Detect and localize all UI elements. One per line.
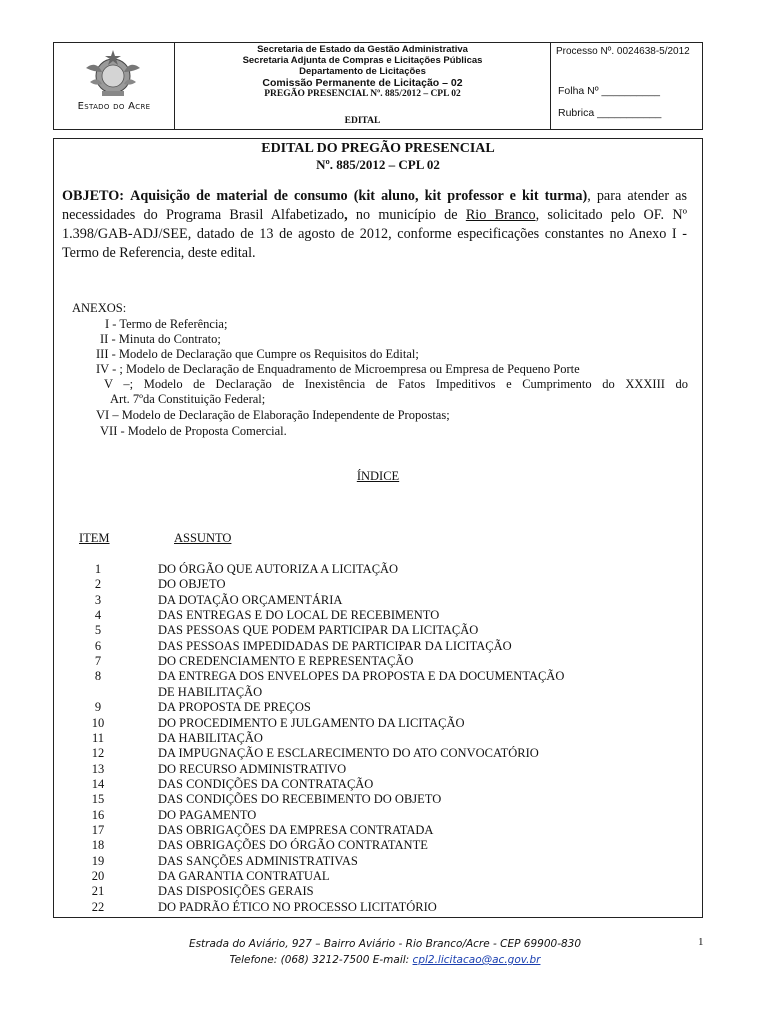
doc-number: Nº. 885/2012 – CPL 02 — [316, 157, 440, 172]
header-edital: EDITAL — [344, 116, 381, 126]
item-subject: DAS DISPOSIÇÕES GERAIS — [158, 884, 314, 899]
item-number: 4 — [94, 608, 102, 623]
anexo-item: VI – Modelo de Declaração de Elaboração Independente de Propostas; — [96, 408, 450, 422]
item-subject: DAS CONDIÇÕES DA CONTRATAÇÃO — [158, 776, 374, 791]
rubrica-field: Rubrica ___________ — [558, 107, 662, 119]
item-subject: DAS CONDIÇÕES DO RECEBIMENTO DO OBJETO — [158, 792, 442, 807]
objeto-text-b: no município de — [347, 207, 466, 223]
anexos-heading: ANEXOS: — [72, 301, 127, 315]
footer-phone: Telefone: (068) 3212-7500 E-mail: — [229, 954, 410, 966]
item-subject: DA ENTREGA DOS ENVELOPES DA PROPOSTA E DA DOCUMENTAÇÃO — [158, 669, 565, 684]
item-number: 13 — [91, 761, 105, 776]
anexo-item: I - Termo de Referência; — [105, 317, 228, 331]
doc-title: EDITAL DO PREGÃO PRESENCIAL — [261, 141, 495, 156]
item-subject: DO RECURSO ADMINISTRATIVO — [158, 761, 347, 776]
item-number: 2 — [94, 577, 102, 592]
anexo-item-cont: Art. 7ºda Constituição Federal; — [110, 392, 266, 406]
header-center — [176, 44, 549, 100]
item-number: 12 — [91, 746, 105, 761]
item-subject: DO CREDENCIAMENTO E REPRESENTAÇÃO — [158, 654, 414, 669]
item-number: 19 — [91, 853, 105, 868]
item-subject: DAS OBRIGAÇÕES DO ÓRGÃO CONTRATANTE — [158, 838, 428, 853]
header-pregao: PREGÃO PRESENCIAL Nº. 885/2012 – CPL 02 — [264, 89, 461, 99]
item-subject: DO PROCEDIMENTO E JULGAMENTO DA LICITAÇÃO — [158, 715, 465, 730]
anexo-item: V –; Modelo de Declaração de Inexistência de Fatos Impeditivos e Cumprimento do XXXIII do — [104, 377, 688, 391]
item-number: 3 — [94, 592, 102, 607]
item-number: 9 — [94, 700, 102, 715]
objeto-paragraph: OBJETO: Aquisição de material de consumo (kit aluno, kit professor e kit turma), para atender as necessidades do Programa Brasil Alfabetizado, no município de Rio Branco, solicitado pelo OF. Nº 1.398/GAB-ADJ/SEE, datado de 13 de agosto de 2012, conforme especificações constantes no Anexo I - Termo de Referencia, deste edital. — [62, 188, 687, 261]
footer-address: Estrada do Aviário, 927 – Bairro Aviário - Rio Branco/Acre - CEP 69900-830 — [188, 938, 582, 950]
objeto-label: OBJETO: — [62, 188, 125, 204]
item-subject: DO OBJETO — [158, 577, 226, 592]
item-number: 16 — [91, 807, 105, 822]
item-subject: DO ÓRGÃO QUE AUTORIZA A LICITAÇÃO — [158, 562, 399, 576]
item-number: 8 — [94, 669, 102, 684]
item-number: 10 — [91, 715, 105, 730]
folha-field: Folha Nº __________ — [558, 85, 660, 97]
item-subject: DA PROPOSTA DE PREÇOS — [158, 700, 311, 715]
objeto-text-a: , para atender as necessidades do Programa Brasil Alfabetizado — [62, 188, 687, 223]
assunto-column-header: ASSUNTO — [174, 531, 232, 545]
item-subject: DA GARANTIA CONTRATUAL — [158, 869, 330, 883]
item-number: 22 — [91, 899, 105, 914]
item-subject: DAS OBRIGAÇÕES DA EMPRESA CONTRATADA — [158, 822, 434, 837]
header-departamento: Departamento de Licitações — [299, 66, 426, 77]
item-subject: DAS PESSOAS IMPEDIDADAS DE PARTICIPAR DA LICITAÇÃO — [158, 638, 512, 653]
item-number: 1 — [94, 562, 102, 576]
item-number: 6 — [94, 638, 102, 653]
item-number: 7 — [94, 654, 102, 669]
indice-title: ÍNDICE — [356, 469, 400, 483]
item-subject: DAS SANÇÕES ADMINISTRATIVAS — [158, 853, 358, 868]
footer — [100, 936, 670, 968]
anexo-item: II - Minuta do Contrato; — [100, 332, 221, 346]
header-adjunta: Secretaria Adjunta de Compras e Licitações Públicas — [242, 55, 483, 66]
item-number: 11 — [91, 730, 105, 745]
item-subject: DA HABILITAÇÃO — [158, 730, 263, 745]
item-subject: DA DOTAÇÃO ORÇAMENTÁRIA — [158, 592, 343, 607]
item-number: 17 — [91, 822, 105, 837]
item-number: 20 — [91, 869, 105, 883]
item-number: 21 — [91, 884, 105, 899]
objeto-city: Rio Branco — [465, 207, 536, 223]
objeto-bold: Aquisição de material de consumo (kit aluno, kit professor e kit turma) — [130, 188, 588, 204]
footer-email-link[interactable]: cpl2.licitacao@ac.gov.br — [412, 954, 541, 966]
anexo-item: III - Modelo de Declaração que Cumpre os Requisitos do Edital; — [96, 347, 419, 361]
header-secretaria: Secretaria de Estado da Gestão Administrativa — [257, 44, 468, 55]
footer-contact — [100, 952, 670, 968]
anexo-item: VII - Modelo de Proposta Comercial. — [100, 424, 287, 438]
item-number: 5 — [94, 623, 102, 638]
page-number: 1 — [698, 936, 704, 948]
item-subject: DAS PESSOAS QUE PODEM PARTICIPAR DA LICITAÇÃO — [158, 623, 479, 638]
item-number: 14 — [91, 776, 105, 791]
state-seal-icon — [82, 46, 144, 98]
objeto-text-c: , solicitado pelo OF. Nº 1.398/GAB-ADJ/SEE, datado de 13 de agosto de 2012, conforme especificações constantes no Anexo I - Termo de Referencia, deste edital. — [62, 207, 687, 261]
anexo-item: IV - ; Modelo de Declaração de Enquadramento de Microempresa ou Empresa de Pequeno Porte — [96, 362, 580, 376]
state-label: Estado do Acre — [77, 101, 151, 112]
item-subject: DAS ENTREGAS E DO LOCAL DE RECEBIMENTO — [158, 608, 440, 623]
header-comissao: Comissão Permanente de Licitação – 02 — [262, 77, 463, 89]
item-column-header: ITEM — [79, 531, 110, 545]
item-number: 18 — [91, 838, 105, 853]
item-subject: DA IMPUGNAÇÃO E ESCLARECIMENTO DO ATO CONVOCATÓRIO — [158, 746, 539, 761]
item-subject: DO PAGAMENTO — [158, 807, 257, 822]
item-subject: DO PADRÃO ÉTICO NO PROCESSO LICITATÓRIO — [158, 899, 437, 914]
item-subject: DE HABILITAÇÃO — [158, 684, 263, 699]
process-number: Processo Nº. 0024638-5/2012 — [556, 46, 690, 57]
item-number: 15 — [91, 792, 105, 807]
